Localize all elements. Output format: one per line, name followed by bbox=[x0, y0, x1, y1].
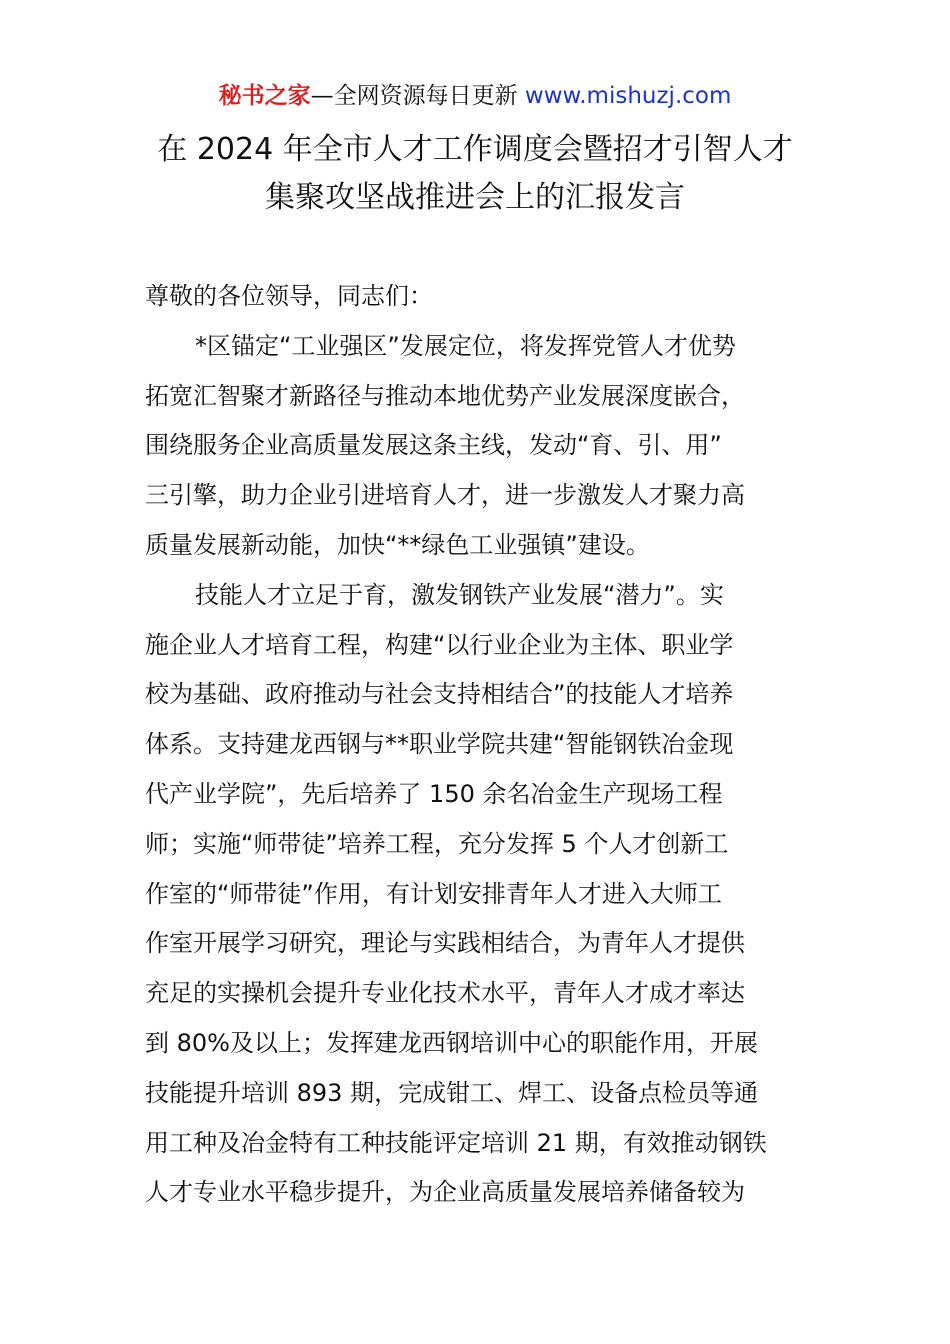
paragraph-2-line: 校为基础、政府推动与社会支持相结合”的技能人才培养 bbox=[145, 680, 734, 709]
paragraph-1-line: *区锚定“工业强区”发展定位，将发挥党管人才优势 bbox=[195, 331, 736, 360]
paragraph-2-line: 体系。支持建龙西钢与**职业学院共建“智能钢铁冶金现 bbox=[145, 730, 734, 759]
paragraph-2-line: 人才专业水平稳步提升，为企业高质量发展培养储备较为 bbox=[145, 1178, 745, 1207]
paragraph-2-line: 施企业人才培育工程，构建“以行业企业为主体、职业学 bbox=[145, 630, 734, 659]
paragraph-1-line: 拓宽汇智聚才新路径与推动本地优势产业发展深度嵌合， bbox=[145, 381, 745, 410]
paragraph-1-line: 围绕服务企业高质量发展这条主线，发动“育、引、用” bbox=[145, 431, 722, 460]
site-header bbox=[0, 80, 950, 112]
paragraph-2-line: 作室的“师带徒”作用，有计划安排青年人才进入大师工 bbox=[145, 879, 722, 908]
paragraph-1-line: 质量发展新动能，加快“**绿色工业强镇”建设。 bbox=[145, 530, 650, 559]
paragraph-2-line: 充足的实操机会提升专业化技术水平，青年人才成才率达 bbox=[145, 979, 745, 1008]
paragraph-2-line: 技能人才立足于育，激发钢铁产业发展“潜力”。实 bbox=[195, 580, 724, 609]
paragraph-2-line: 到 80%及以上；发挥建龙西钢培训中心的职能作用，开展 bbox=[145, 1028, 758, 1057]
paragraph-2-line: 代产业学院”，先后培养了 150 余名冶金生产现场工程 bbox=[145, 779, 723, 808]
salutation: 尊敬的各位领导，同志们： bbox=[145, 282, 433, 310]
document-title bbox=[0, 126, 950, 222]
site-tagline: —全网资源每日更新 bbox=[310, 83, 525, 109]
site-url[interactable]: www.mishuzj.com bbox=[524, 83, 732, 109]
document-body bbox=[145, 272, 810, 1218]
paragraph-2-line: 师；实施“师带徒”培养工程，充分发挥 5 个人才创新工 bbox=[145, 829, 729, 858]
site-brand: 秘书之家 bbox=[218, 83, 311, 109]
title-line-2: 集聚攻坚战推进会上的汇报发言 bbox=[265, 180, 685, 215]
title-line-1: 在 2024 年全市人才工作调度会暨招才引智人才 bbox=[157, 132, 793, 167]
paragraph-2-line: 用工种及冶金特有工种技能评定培训 21 期，有效推动钢铁 bbox=[145, 1128, 767, 1157]
paragraph-2-line: 技能提升培训 893 期，完成钳工、焊工、设备点检员等通 bbox=[145, 1078, 759, 1107]
paragraph-2-line: 作室开展学习研究，理论与实践相结合，为青年人才提供 bbox=[145, 929, 745, 958]
paragraph-1-line: 三引擎，助力企业引进培育人才，进一步激发人才聚力高 bbox=[145, 481, 745, 510]
